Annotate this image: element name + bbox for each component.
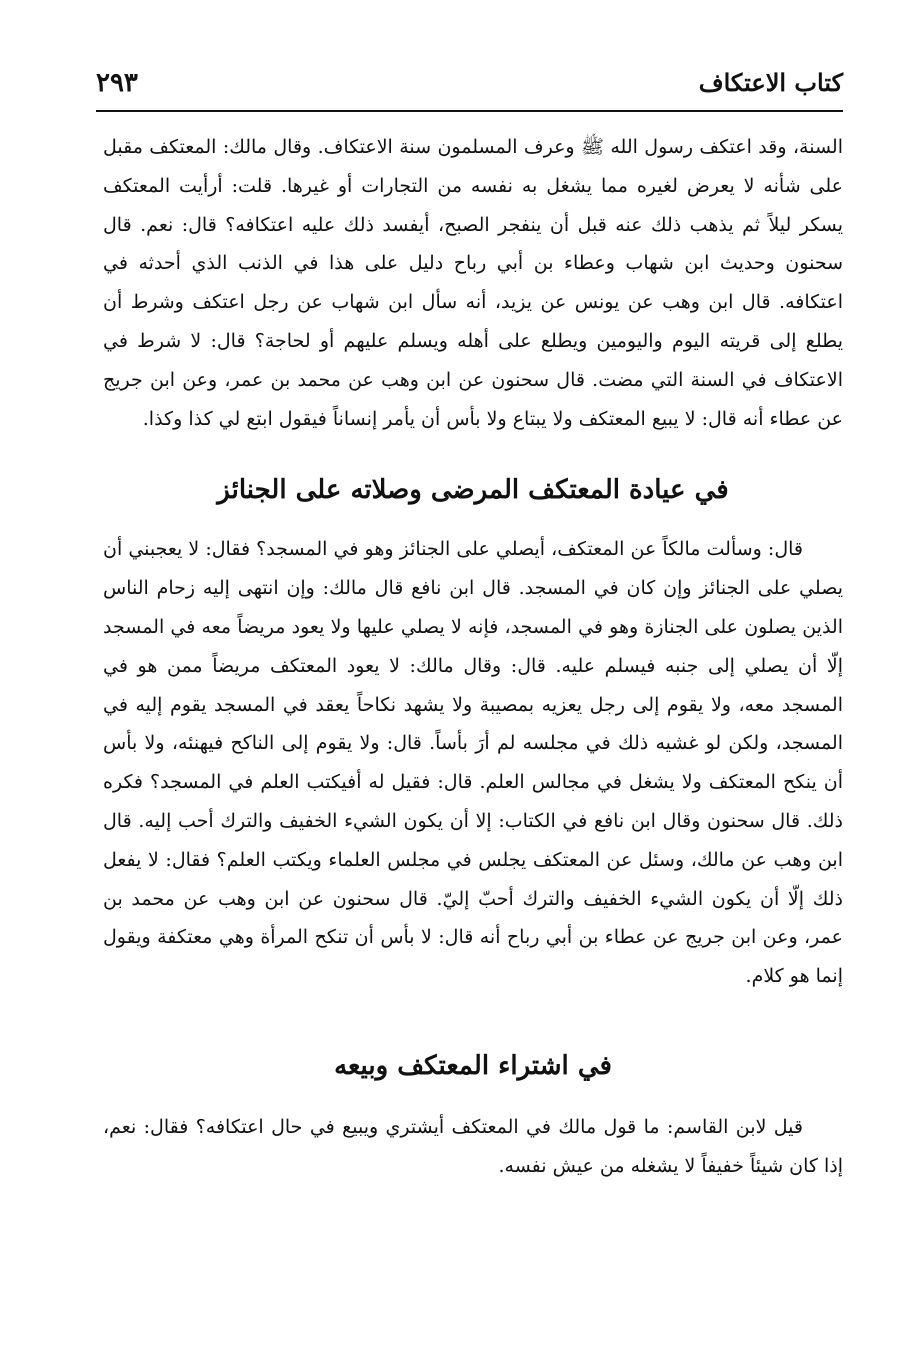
page-header <box>96 66 843 112</box>
section-title-1: في عيادة المعتكف المرضى وصلاته على الجنائز <box>217 475 729 506</box>
page-body <box>103 128 843 1186</box>
paragraph-2: قال: وسألت مالكاً عن المعتكف، أيصلي على الجنائز وهو في المسجد؟ فقال: لا يعجبني أن يصلي على الجنائز وإن كان في المسجد. قال ابن نافع قال مالك: وإن انتهى إليه زحام الناس الذين يصلون على الجنازة وهو في المسجد، فإنه لا يصلي عليها ولا يعود مريضاً معه في المسجد إلّا أن يصلي إلى جنبه فيسلم عليه. قال: وقال مالك: لا يعود المعتكف مريضاً ممن هو في المسجد معه، ولا يقوم إلى رجل يعزيه بمصيبة ولا يشهد نكاحاً يعقد في المسجد يقوم إليه في المسجد، ولكن لو غشيه ذلك في مجلسه لم أرَ بأساً. قال: ولا يقوم إلى الناكح فيهنئه، ولا بأس أن ينكح المعتكف ولا يشغل في مجالس العلم. قال: فقيل له أفيكتب العلم في المسجد؟ فكره ذلك. قال سحنون وقال ابن نافع في الكتاب: إلا أن يكون الشيء الخفيف والترك أحب إليه. قال ابن وهب عن مالك، وسئل عن المعتكف يجلس في مجلس العلماء ويكتب العلم؟ فقال: لا يفعل ذلك إلّا أن يكون الشيء الخفيف والترك أحبّ إليّ. قال سحنون عن ابن وهب عن محمد بن عمر، وعن ابن جريج عن عطاء بن أبي رباح أنه قال: لا بأس أن تنكح المرأة وهي معتكفة ويقول إنما هو كلام. <box>103 538 843 988</box>
running-title: كتاب الاعتكاف <box>698 68 843 97</box>
section-title-2: في اشتراء المعتكف وبيعه <box>334 1050 612 1081</box>
paragraph-3: قيل لابن القاسم: ما قول مالك في المعتكف أيشتري ويبيع في حال اعتكافه؟ فقال: نعم، إذا كان شيئاً خفيفاً لا يشغله من عيش نفسه. <box>103 1115 843 1177</box>
page-number: ٢٩٣ <box>96 68 138 98</box>
paragraph-1: السنة، وقد اعتكف رسول الله ﷺ وعرف المسلمون سنة الاعتكاف. وقال مالك: المعتكف مقبل على شأنه لا يعرض لغيره مما يشغل به نفسه من التجارات أو غيرها. قلت: أرأيت المعتكف يسكر ليلاً ثم يذهب ذلك عنه قبل أن ينفجر الصبح، أيفسد ذلك عليه اعتكافه؟ قال: نعم. قال سحنون وحديث ابن شهاب وعطاء بن أبي رباح دليل على هذا في الذنب الذي أحدثه في اعتكافه. قال ابن وهب عن يونس عن يزيد، أنه سأل ابن شهاب عن رجل اعتكف وشرط أن يطلع إلى قريته اليوم واليومين ويطلع على أهله ويسلم عليهم أو لحاجة؟ قال: لا شرط في الاعتكاف في السنة التي مضت. قال سحنون عن ابن وهب عن محمد بن عمر، وعن ابن جريج عن عطاء أنه قال: لا يبيع المعتكف ولا يبتاع ولا بأس أن يأمر إنساناً فيقول ابتع لي كذا وكذا. <box>103 136 844 430</box>
